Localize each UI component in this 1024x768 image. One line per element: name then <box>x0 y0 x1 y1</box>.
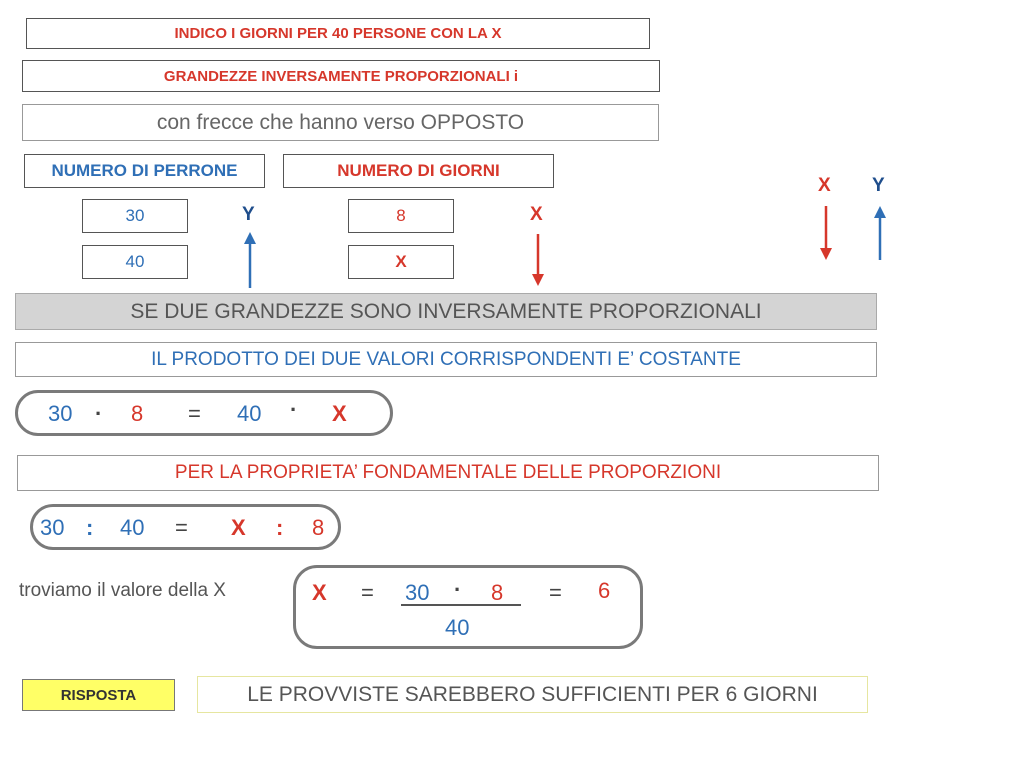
eq1-op1: · <box>95 401 103 426</box>
solve-num-a: 30 <box>405 580 430 605</box>
solve-label: troviamo il valore della X <box>19 580 226 601</box>
arrow-down-icon <box>530 232 546 288</box>
answer-label-box: RISPOSTA <box>22 679 175 711</box>
solve-eq2: = <box>549 580 562 605</box>
solve-op: · <box>454 577 462 602</box>
col2-value-2: X <box>348 245 454 279</box>
eq2-b: 40 <box>120 515 145 540</box>
subtitle: con frecce che hanno verso OPPOSTO <box>156 110 525 134</box>
col1-header: NUMERO DI PERRONE <box>24 154 265 188</box>
eq1-d: X <box>332 401 347 426</box>
eq1-a: 30 <box>48 401 73 426</box>
legend-y-label: Y <box>872 175 885 196</box>
col1-arrow-label: Y <box>242 204 255 225</box>
solve-eq1: = <box>361 580 374 605</box>
col1-value-1: 30 <box>82 199 188 233</box>
eq2-eq: = <box>175 515 188 540</box>
answer-text-box: LE PROVVISTE SAREBBERO SUFFICIENTI PER 6 GIORNI <box>197 676 868 713</box>
solve-x: X <box>312 580 327 605</box>
eq2-c: X <box>231 515 246 540</box>
legend-x-label: X <box>818 175 831 196</box>
solve-num-b: 8 <box>491 580 504 605</box>
subtitle-box <box>22 104 659 141</box>
col1-value-2: 40 <box>82 245 188 279</box>
solve-den: 40 <box>445 615 470 640</box>
property-box: PER LA PROPRIETA’ FONDAMENTALE DELLE PROPORZIONI <box>17 455 879 491</box>
rule-statement-band: SE DUE GRANDEZZE SONO INVERSAMENTE PROPORZIONALI <box>15 293 877 330</box>
solve-result: 6 <box>598 578 611 603</box>
fraction-line <box>401 604 521 606</box>
legend-arrow-down-icon <box>818 204 834 262</box>
title-1: INDICO I GIORNI PER 40 PERSONE CON LA X <box>174 25 502 42</box>
col2-arrow-label: X <box>530 204 543 225</box>
title-box-2 <box>22 60 660 92</box>
rule-product-box: IL PRODOTTO DEI DUE VALORI CORRISPONDENTI E’ COSTANTE <box>15 342 877 377</box>
eq2-a: 30 <box>40 515 65 540</box>
eq1-op2: · <box>290 397 298 422</box>
col2-value-1: 8 <box>348 199 454 233</box>
col2-header: NUMERO DI GIORNI <box>283 154 554 188</box>
title-box-1 <box>26 18 650 49</box>
legend-arrow-up-icon <box>872 202 888 262</box>
arrow-up-icon <box>242 230 258 290</box>
eq1-eq: = <box>188 401 201 426</box>
title-2: GRANDEZZE INVERSAMENTE PROPORZIONALI i <box>163 67 519 85</box>
eq2-op2: : <box>276 515 284 540</box>
eq1-c: 40 <box>237 401 262 426</box>
eq2-op1: : <box>86 515 94 540</box>
eq2-d: 8 <box>312 515 325 540</box>
eq1-b: 8 <box>131 401 144 426</box>
